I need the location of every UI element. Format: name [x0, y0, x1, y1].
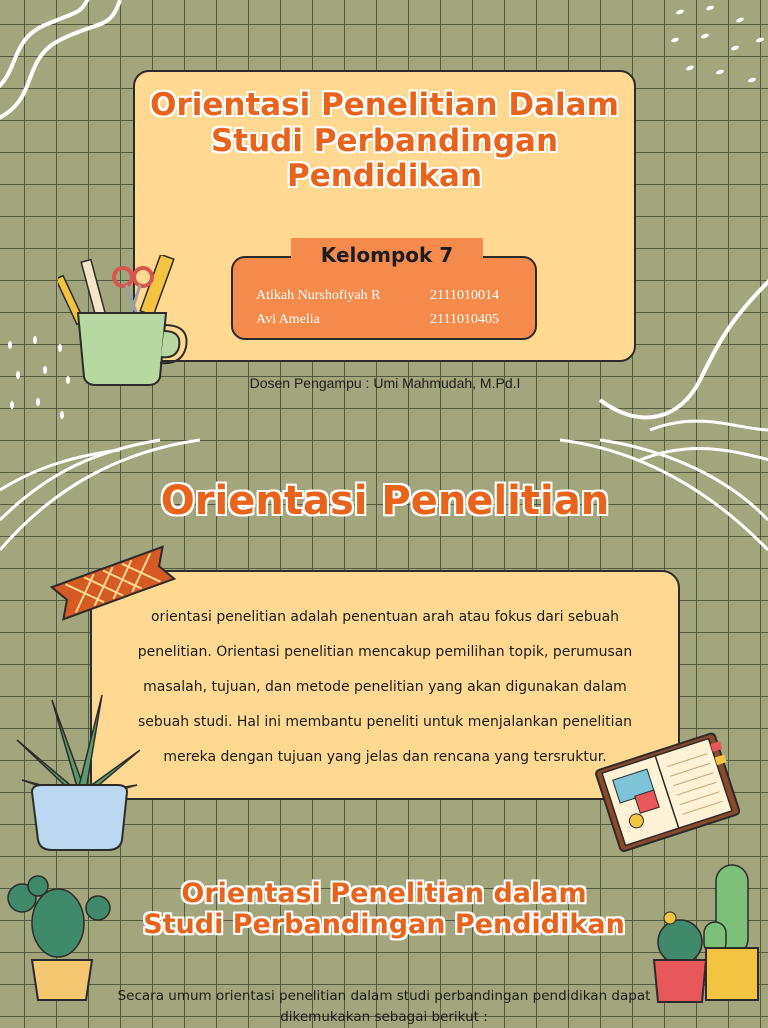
potted-plant-icon: [12, 690, 147, 855]
page-title: [133, 88, 636, 195]
member-1-id: 2111010014: [430, 288, 499, 303]
title-line-1: Orientasi Penelitian Dalam: [150, 87, 619, 123]
body-line-2: penelitian. Orientasi penelitian mencakup pemilihan topik, perumusan: [137, 644, 633, 660]
body-line-3: masalah, tujuan, dan metode penelitian yang akan digunakan dalam: [143, 679, 627, 695]
title-line-3: Pendidikan: [286, 158, 483, 195]
section-2-title-line-2: Studi Perbandingan Pendidikan: [143, 909, 625, 941]
section-1-body: [100, 600, 670, 775]
dots-decoration-top-right: [660, 0, 768, 100]
section-2-intro: [60, 986, 708, 1028]
notebook-icon: [595, 730, 740, 855]
lecturer-text: Dosen Pengampu : Umi Mahmudah, M.Pd.I: [249, 375, 521, 391]
pencil-cup-icon: [58, 255, 193, 390]
intro-line-2: dikemukakan sebagai berikut :: [280, 1009, 488, 1025]
cactus-left-icon: [0, 868, 115, 1003]
title-line-2: Studi Perbandingan: [210, 122, 559, 159]
section-2-title-line-1: Orientasi Penelitian dalam: [181, 878, 587, 909]
member-1-name: Atikah Nurshofiyah R: [256, 288, 381, 303]
body-line-4: sebuah studi. Hal ini membantu peneliti untuk menjalankan penelitian: [137, 714, 633, 730]
section-1-title: Orientasi Penelitian: [160, 478, 610, 524]
cactus-right-icon: [648, 860, 764, 1005]
member-2-id: 2111010405: [430, 312, 499, 327]
section-2-title: [120, 878, 648, 940]
intro-line-1: Secara umum orientasi penelitian dalam studi perbandingan pendidikan dapat: [117, 988, 651, 1004]
body-line-5: mereka dengan tujuan yang jelas dan rencana yang tersruktur.: [163, 749, 607, 765]
body-line-1: orientasi penelitian adalah penentuan arah atau fokus dari sebuah: [150, 609, 620, 625]
group-label: Kelompok 7: [320, 243, 454, 267]
member-2-name: Avi Amelia: [256, 312, 320, 327]
